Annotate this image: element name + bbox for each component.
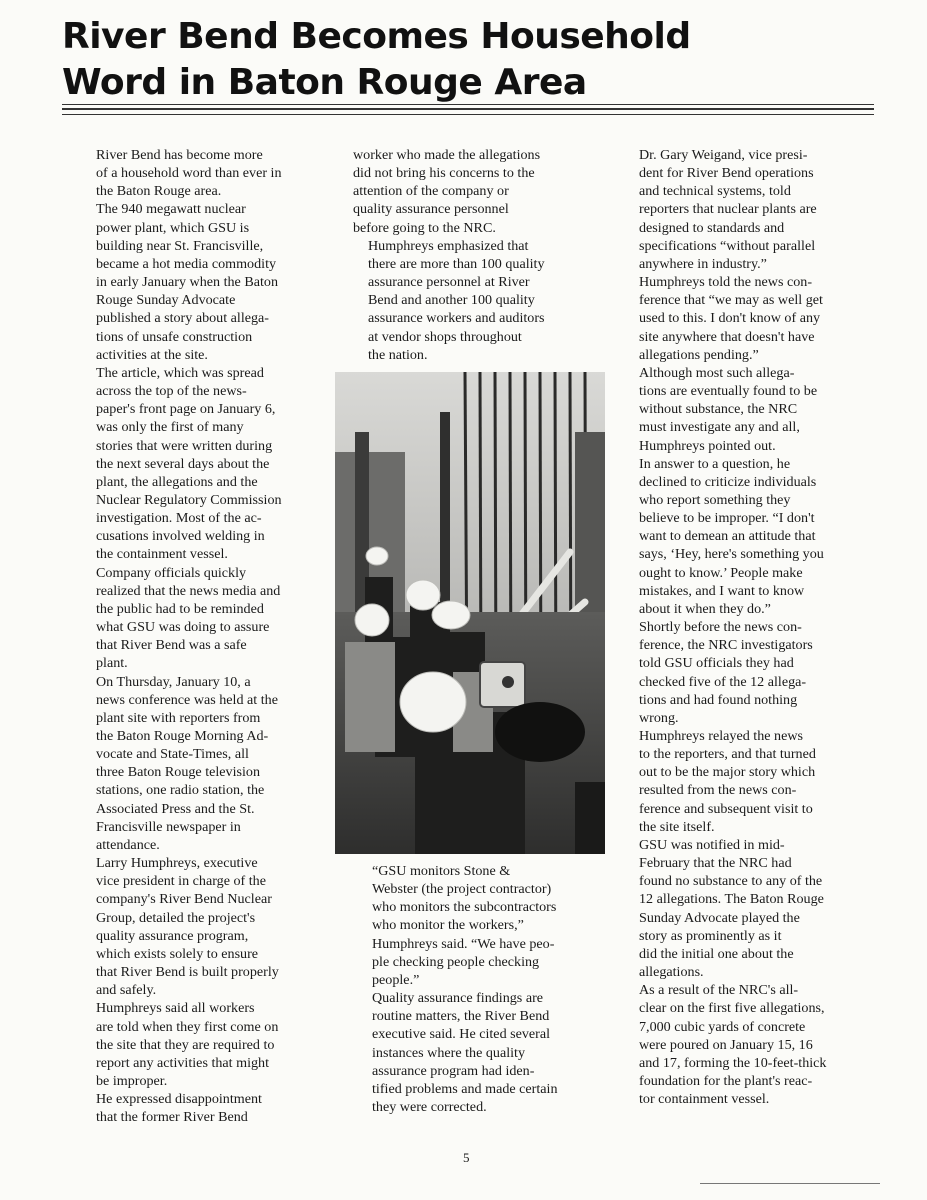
text-line: investigation. Most of the ac- [96,510,262,527]
text-line: Humphreys said. “We have peo- [372,935,555,952]
text-line: that the former River Bend [96,1109,248,1126]
text-line: checked five of the 12 allega- [639,673,807,690]
text-line: routine matters, the River Bend [372,1008,550,1025]
text-line: ple checking people checking [372,953,540,970]
text-line: stories that were written during [96,437,273,454]
text-line: ference, the NRC investigators [639,637,813,654]
text-line: Sunday Advocate played the [639,909,800,926]
text-line: clear on the first five allegations, [639,1000,825,1017]
article-paragraph [81,200,331,363]
text-line: Group, detailed the project's [96,909,256,926]
text-line: the Baton Rouge area. [96,183,222,200]
text-line: be improper. [96,1072,168,1089]
article-paragraph [624,146,874,273]
text-line: tions are eventually found to be [639,383,818,400]
text-line: that River Bend is built properly [96,964,279,981]
text-line: worker who made the allegations [353,147,541,163]
article-paragraph [81,564,331,673]
article-paragraph [353,146,603,237]
text-line: plant. [96,655,128,672]
page-number: 5 [463,1150,470,1165]
text-line: assurance workers and auditors [368,310,545,327]
text-line: Webster (the project contractor) [372,881,552,898]
text-line: Humphreys said all workers [96,1000,255,1017]
article-paragraph [357,862,607,989]
text-line: In answer to a question, he [639,455,791,472]
text-line: which exists solely to ensure [96,945,259,962]
text-line: mistakes, and I want to know [639,582,805,599]
text-line: assurance personnel at River [368,274,530,291]
text-line: the site itself. [639,818,715,835]
headline-line: Word in Baton Rouge Area [62,62,587,103]
text-line: site anywhere that doesn't have [639,328,815,345]
text-line: activities at the site. [96,346,208,363]
headline-rule [62,114,874,115]
text-line: are told when they first come on [96,1018,279,1035]
text-line: they were corrected. [372,1099,487,1116]
text-line: GSU was notified in mid- [639,836,785,853]
text-line: Shortly before the news con- [639,619,802,636]
text-line: tions and had found nothing [639,691,798,708]
article-paragraph [81,1090,331,1126]
article-column-2-bottom [357,862,607,1116]
headline-rule [62,108,874,110]
text-line: declined to criticize individuals [639,473,817,490]
text-line: 12 allegations. The Baton Rouge [639,891,824,908]
text-line: Although most such allega- [639,364,795,381]
text-line: ought to know.’ People make [639,564,803,581]
text-line: who monitor the workers,” [372,917,524,934]
text-line: company's River Bend Nuclear [96,891,272,908]
text-line: paper's front page on January 6, [96,401,276,418]
article-headline [62,14,842,106]
text-line: Humphreys told the news con- [639,274,813,291]
text-line: Nuclear Regulatory Commission [96,491,282,508]
text-line: instances where the quality [372,1044,526,1061]
text-line: the nation. [368,346,428,363]
text-line: attendance. [96,836,160,853]
article-paragraph [624,618,874,727]
text-line: “GSU monitors Stone & [372,863,511,879]
article-column-1 [81,146,331,1126]
text-line: Humphreys pointed out. [639,437,776,454]
text-line: report any activities that might [96,1054,269,1071]
text-line: On Thursday, January 10, a [96,673,251,690]
article-column-3 [624,146,874,1108]
text-line: anywhere in industry.” [639,255,767,272]
text-line: He expressed disappointment [96,1091,262,1108]
footer-rule [700,1183,880,1184]
text-line: The 940 megawatt nuclear [96,201,246,218]
article-column-2-top [353,146,603,364]
text-line: realized that the news media and [96,582,281,599]
text-line: assurance program had iden- [372,1062,535,1079]
text-line: vice president in charge of the [96,873,266,890]
text-line: believe to be improper. “I don't [639,510,815,527]
article-paragraph [624,364,874,455]
text-line: used to this. I don't know of any [639,310,821,327]
text-line: power plant, which GSU is [96,219,250,236]
text-line: and safely. [96,982,157,999]
text-line: and 17, forming the 10-feet-thick [639,1054,827,1071]
text-line: did the initial one about the [639,945,794,962]
article-paragraph [624,727,874,836]
text-line: the Baton Rouge Morning Ad- [96,728,269,744]
text-line: found no substance to any of the [639,873,823,890]
text-line: specifications “without parallel [639,237,816,254]
article-paragraph [81,999,331,1090]
text-line: building near St. Francisville, [96,237,264,254]
article-paragraph [353,237,603,364]
text-line: vocate and State-Times, all [96,746,249,763]
text-line: designed to standards and [639,219,785,236]
article-paragraph [81,364,331,564]
text-line: story as prominently as it [639,927,782,944]
text-line: The article, which was spread [96,364,264,381]
text-line: Rouge Sunday Advocate [96,292,236,309]
text-line: As a result of the NRC's all- [639,982,799,999]
text-line: resulted from the news con- [639,782,797,799]
text-line: allegations pending.” [639,346,759,363]
text-line: Humphreys emphasized that [368,237,529,254]
text-line: was only the first of many [96,419,244,436]
text-line: tor containment vessel. [639,1091,770,1108]
text-line: at vendor shops throughout [368,328,522,345]
construction-site-photo [335,372,605,854]
text-line: must investigate any and all, [639,419,800,436]
text-line: told GSU officials they had [639,655,794,672]
text-line: River Bend has become more [96,147,263,163]
text-line: that River Bend was a safe [96,637,247,654]
text-line: February that the NRC had [639,855,792,872]
text-line: tified problems and made certain [372,1080,558,1097]
text-line: Bend and another 100 quality [368,292,535,309]
text-line: people.” [372,971,420,988]
text-line: published a story about allega- [96,310,269,327]
text-line: the site that they are required to [96,1036,275,1053]
text-line: about it when they do.” [639,600,771,617]
article-paragraph [624,273,874,364]
text-line: 7,000 cubic yards of concrete [639,1018,806,1035]
text-line: became a hot media commodity [96,255,277,272]
text-line: to the reporters, and that turned [639,746,816,763]
text-line: plant site with reporters from [96,709,261,726]
text-line: allegations. [639,964,704,981]
text-line: out to be the major story which [639,764,816,781]
text-line: Larry Humphreys, executive [96,855,258,872]
headline-rule [62,104,874,105]
article-paragraph [624,836,874,981]
text-line: news conference was held at the [96,691,278,708]
text-line: Quality assurance findings are [372,990,544,1007]
text-line: without substance, the NRC [639,401,798,418]
text-line: Humphreys relayed the news [639,728,803,744]
article-paragraph [81,673,331,855]
text-line: ference that “we may as well get [639,292,823,309]
text-line: the containment vessel. [96,546,228,563]
text-line: the next several days about the [96,455,270,472]
text-line: want to demean an attitude that [639,528,816,545]
text-line: what GSU was doing to assure [96,619,270,636]
text-line: tions of unsafe construction [96,328,253,345]
article-paragraph [624,455,874,618]
text-line: ference and subsequent visit to [639,800,813,817]
text-line: says, ‘Hey, here's something you [639,546,824,563]
text-line: dent for River Bend operations [639,165,814,182]
text-line: cusations involved welding in [96,528,265,545]
text-line: foundation for the plant's reac- [639,1072,813,1089]
text-line: did not bring his concerns to the [353,165,535,182]
text-line: plant, the allegations and the [96,473,258,490]
text-line: before going to the NRC. [353,219,496,236]
text-line: and technical systems, told [639,183,791,200]
text-line: stations, one radio station, the [96,782,265,799]
article-paragraph [624,981,874,1108]
text-line: Company officials quickly [96,564,247,581]
text-line: attention of the company or [353,183,509,200]
text-line: quality assurance personnel [353,201,509,218]
text-line: reporters that nuclear plants are [639,201,817,218]
text-line: Francisville newspaper in [96,818,241,835]
text-line: who report something they [639,491,791,508]
text-line: were poured on January 15, 16 [639,1036,813,1053]
article-paragraph [81,146,331,200]
article-paragraph [357,989,607,1116]
text-line: quality assurance program, [96,927,249,944]
text-line: across the top of the news- [96,383,247,400]
text-line: executive said. He cited several [372,1026,551,1043]
headline-line: River Bend Becomes Household [62,16,691,57]
text-line: Dr. Gary Weigand, vice presi- [639,147,808,163]
article-paragraph [81,854,331,999]
text-line: three Baton Rouge television [96,764,260,781]
text-line: who monitors the subcontractors [372,899,557,916]
text-line: wrong. [639,709,679,726]
text-line: in early January when the Baton [96,274,278,291]
text-line: there are more than 100 quality [368,255,545,272]
text-line: of a household word than ever in [96,165,282,182]
text-line: Associated Press and the St. [96,800,255,817]
text-line: the public had to be reminded [96,600,264,617]
